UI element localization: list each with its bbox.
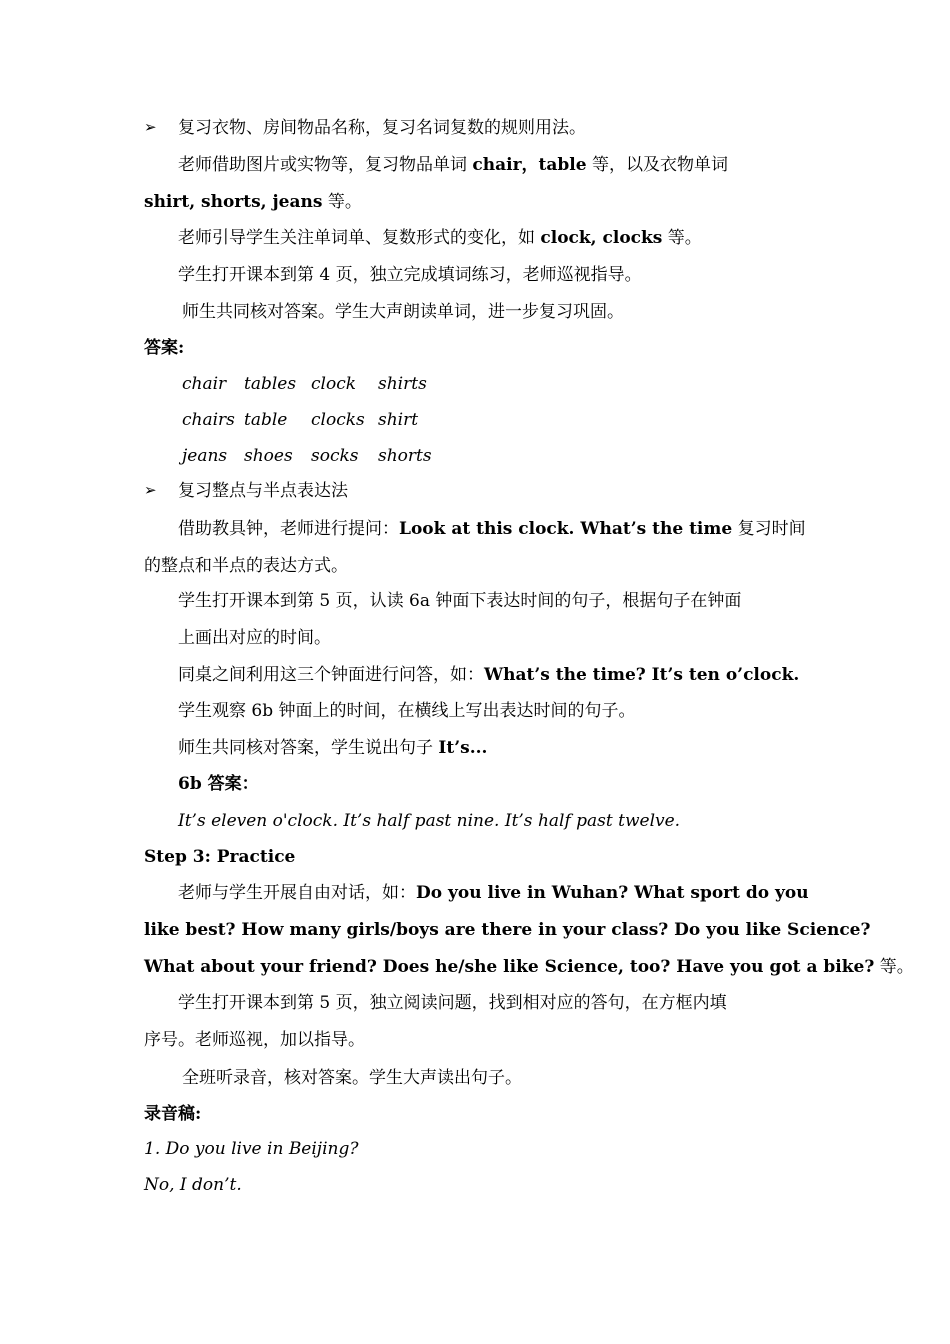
step3-paragraph-3: 全班听录音，核对答案。学生大声读出句子。: [182, 1068, 522, 1088]
transcript-label: 录音稿:: [144, 1104, 202, 1124]
answer-word: chair: [182, 374, 227, 394]
section2-answer-text: It’s eleven o'clock. It’s half past nine. It’s half past twelve.: [178, 811, 681, 831]
step3-paragraph-1-cont2: What about your friend? Does he/she like Science, too? Have you got a bike? 等。: [144, 957, 914, 977]
section2-heading: 复习整点与半点表达法: [178, 481, 348, 501]
section1-paragraph-1-cont: shirt, shorts, jeans 等。: [144, 192, 362, 212]
section1-paragraph-4: 师生共同核对答案。学生大声朗读单词，进一步复习巩固。: [182, 302, 624, 322]
step3-heading: Step 3: Practice: [144, 847, 296, 867]
section2-paragraph-1-cont: 的整点和半点的表达方式。: [144, 556, 348, 576]
answer-word: clock: [311, 374, 357, 394]
answer-word: jeans: [182, 446, 228, 466]
answer-word: shirt: [378, 410, 419, 430]
step3-paragraph-1: 老师与学生开展自由对话，如：Do you live in Wuhan? What sport do you: [178, 883, 809, 903]
bullet-arrow-icon: ➢: [144, 481, 157, 499]
section2-paragraph-5: 师生共同核对答案，学生说出句子 It’s...: [178, 738, 488, 758]
section1-paragraph-2: 老师引导学生关注单词单、复数形式的变化，如 clock, clocks 等。: [178, 228, 702, 248]
answer-label: 答案:: [144, 338, 185, 358]
section2-paragraph-1: 借助教具钟，老师进行提问：Look at this clock. What’s the time 复习时间: [178, 519, 806, 539]
answer-word: clocks: [311, 410, 365, 430]
section1-paragraph-1: 老师借助图片或实物等，复习物品单词 chair，table 等，以及衣物单词: [178, 155, 728, 175]
answer-word: shirts: [378, 374, 427, 394]
step3-paragraph-2-cont: 序号。老师巡视，加以指导。: [144, 1030, 365, 1050]
bullet-arrow-icon: ➢: [144, 118, 157, 136]
section2-answer-label: 6b 答案：: [178, 774, 259, 794]
answer-word: table: [244, 410, 288, 430]
answer-word: tables: [244, 374, 297, 394]
section1-heading: 复习衣物、房间物品名称，复习名词复数的规则用法。: [178, 118, 586, 138]
section2-paragraph-4: 学生观察 6b 钟面上的时间，在横线上写出表达时间的句子。: [178, 701, 636, 721]
transcript-line: 1. Do you live in Beijing?: [144, 1139, 359, 1159]
answer-word: shoes: [244, 446, 293, 466]
section1-paragraph-3: 学生打开课本到第 4 页，独立完成填词练习，老师巡视指导。: [178, 265, 642, 285]
answer-word: chairs: [182, 410, 235, 430]
step3-paragraph-1-cont: like best? How many girls/boys are there in your class? Do you like Science?: [144, 920, 871, 940]
answer-word: socks: [311, 446, 359, 466]
section2-paragraph-2: 学生打开课本到第 5 页，认读 6a 钟面下表达时间的句子，根据句子在钟面: [178, 591, 742, 611]
step3-paragraph-2: 学生打开课本到第 5 页，独立阅读问题，找到相对应的答句，在方框内填: [178, 993, 727, 1013]
transcript-line: No, I don’t.: [144, 1175, 242, 1195]
section2-paragraph-2-cont: 上画出对应的时间。: [178, 628, 331, 648]
section2-paragraph-3: 同桌之间利用这三个钟面进行问答，如：What’s the time? It’s ten o’clock.: [178, 665, 800, 685]
answer-word: shorts: [378, 446, 432, 466]
